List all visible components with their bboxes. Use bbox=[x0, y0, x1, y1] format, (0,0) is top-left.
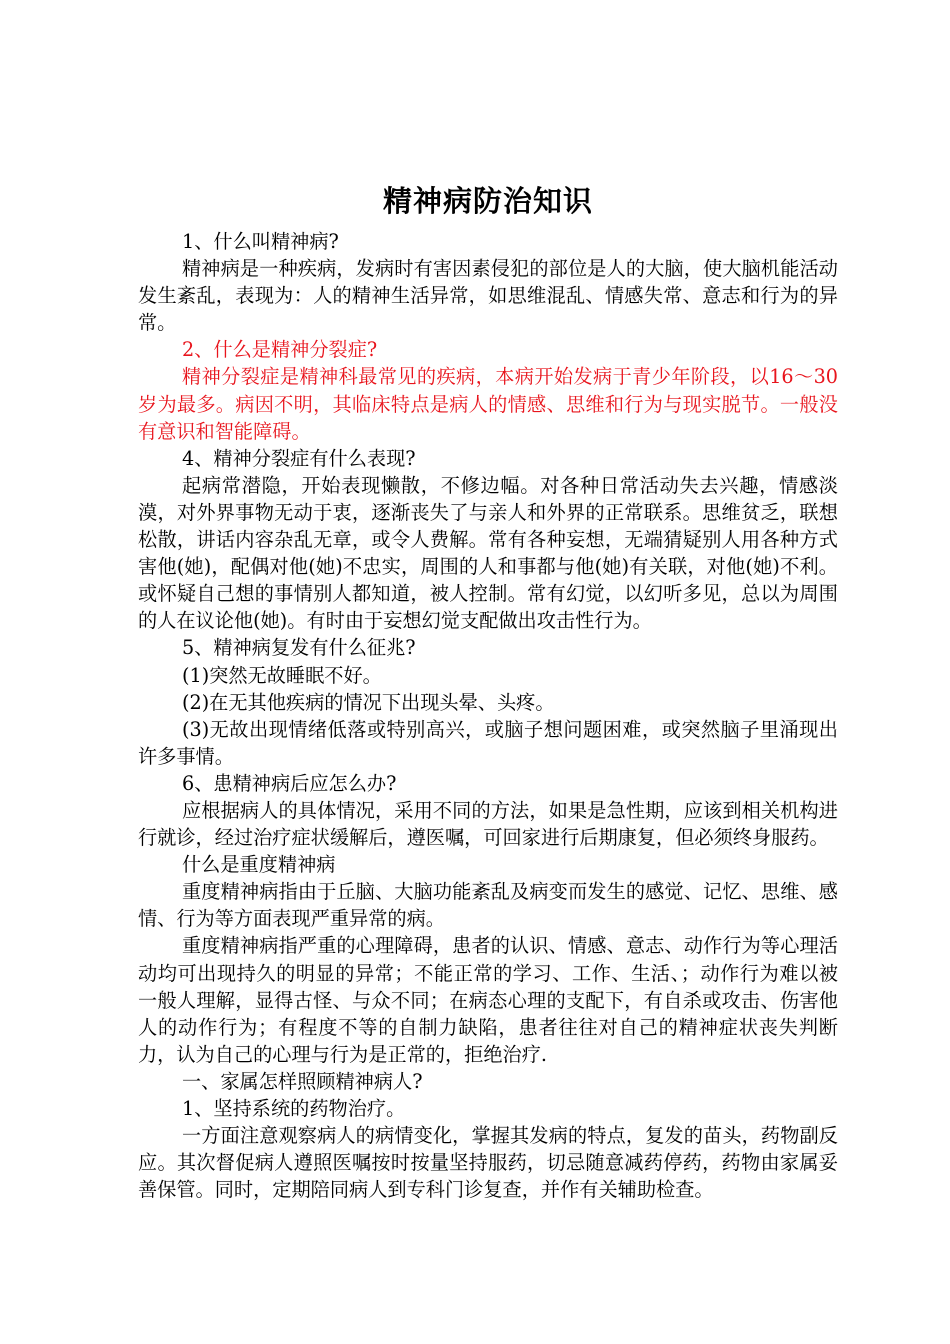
document-title: 精神病防治知识 bbox=[382, 184, 593, 218]
question-4: 4、精神分裂症有什么表现? bbox=[182, 446, 416, 470]
question-5: 5、精神病复发有什么征兆? bbox=[182, 636, 416, 660]
sign-1: (1)突然无故睡眠不好。 bbox=[182, 663, 382, 687]
answer-4: 起病常潜隐，开始表现懒散，不修边幅。对各种日常活动失去兴趣，情感淡漠，对外界事物无动于衷，逐渐丧失了与亲人和外界的正常联系。思维贫乏，联想松散，讲话内容杂乱无章，或令人费解。常有各种妄想，无端猜疑别人用各种方式害他(她)，配偶对他(她)不忠实，周围的人和事都与他(她)有关联，对他(她)不利。或怀疑自己想的事情别人都知道，被人控制。常有幻觉，以幻听多见，总以为周围的人在议论他(她)。有时由于妄想幻觉支配做出攻击性行为。 bbox=[138, 473, 838, 633]
question-6: 6、患精神病后应怎么办? bbox=[182, 771, 397, 795]
severe-definition-1: 重度精神病指由于丘脑、大脑功能紊乱及病变而发生的感觉、记忆、思维、感情、行为等方面表现严重异常的病。 bbox=[138, 880, 838, 931]
document-page bbox=[138, 176, 838, 1203]
sign-2: (2)在无其他疾病的情况下出现头晕、头疼。 bbox=[182, 690, 555, 714]
heading-severe: 什么是重度精神病 bbox=[182, 853, 336, 877]
question-1: 1、什么叫精神病? bbox=[182, 230, 339, 253]
severe-definition-2: 重度精神病指严重的心理障碍，患者的认识、情感、意志、动作行为等心理活动均可出现持久的明显的异常；不能正常的学习、工作、生活、；动作行为难以被一般人理解，显得古怪、与众不同；在病态心理的支配下，有自杀或攻击、伤害他人的动作行为；有程度不等的自制力缺陷，患者往往对自己的精神症状丧失判断力，认为自己的心理与行为是正常的，拒绝治疗. bbox=[138, 934, 838, 1066]
care-point-1-detail: 一方面注意观察病人的病情变化，掌握其发病的特点，复发的苗头，药物副反应。其次督促病人遵照医嘱按时按量坚持服药，切忌随意减药停药，药物由家属妥善保管。同时，定期陪同病人到专科门诊复查，并作有关辅助检查。 bbox=[138, 1124, 838, 1202]
question-2: 2、什么是精神分裂症? bbox=[182, 338, 378, 362]
section-family-care: 一、家属怎样照顾精神病人? bbox=[182, 1069, 423, 1093]
answer-1: 精神病是一种疾病，发病时有害因素侵犯的部位是人的大脑，使大脑机能活动发生紊乱，表现为：人的精神生活异常，如思维混乱、情感失常、意志和行为的异常。 bbox=[138, 257, 838, 335]
care-point-1: 1、坚持系统的药物治疗。 bbox=[182, 1097, 406, 1120]
answer-6: 应根据病人的具体情况，采用不同的方法，如果是急性期，应该到相关机构进行就诊，经过治疗症状缓解后，遵医嘱，可回家进行后期康复，但必须终身服药。 bbox=[138, 798, 838, 850]
document-body bbox=[138, 228, 838, 1203]
answer-2: 精神分裂症是精神科最常见的疾病，本病开始发病于青少年阶段，以16～30岁为最多。病因不明，其临床特点是病人的情感、思维和行为与现实脱节。一般没有意识和智能障碍。 bbox=[138, 365, 838, 443]
sign-3: (3)无故出现情绪低落或特别高兴，或脑子想问题困难，或突然脑子里涌现出许多事情。 bbox=[138, 717, 838, 768]
